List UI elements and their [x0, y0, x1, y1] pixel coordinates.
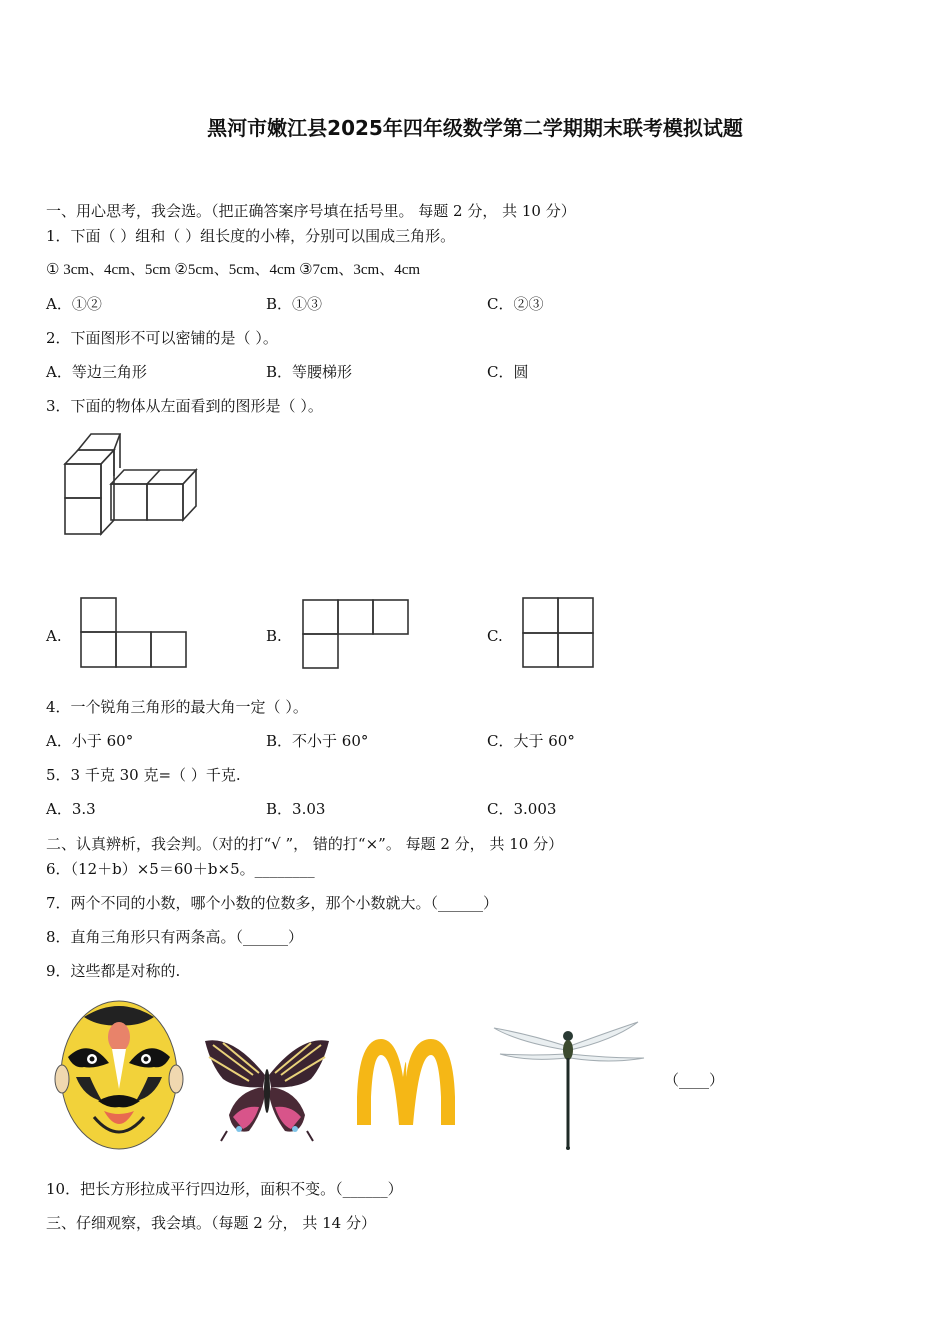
question-7: 7．两个不同的小数，哪个小数的位数多，那个小数就大。（______） [46, 894, 499, 912]
question-3-option-b: B. [266, 627, 282, 645]
section-3-heading: 三、仔细观察，我会填。（每题 2 分， 共 14 分） [46, 1214, 376, 1232]
question-5-option-a: A．3.3 [46, 800, 96, 818]
question-3-stem: 3．下面的物体从左面看到的图形是（ ）。 [46, 397, 323, 415]
question-5-stem: 5．3 千克 30 克=（ ）千克. [46, 766, 241, 784]
question-4-stem: 4．一个锐角三角形的最大角一定（ ）。 [46, 698, 308, 716]
question-8: 8．直角三角形只有两条高。（______） [46, 928, 304, 946]
question-9-stem: 9．这些都是对称的. [46, 962, 181, 980]
question-2-option-b: B．等腰梯形 [266, 363, 353, 381]
question-1-option-b: B．①③ [266, 295, 323, 313]
question-5-option-c: C．3.003 [487, 800, 557, 818]
butterfly-image [203, 1035, 331, 1143]
golden-arches-logo [355, 1037, 457, 1129]
question-3-option-c: C. [487, 627, 503, 645]
question-2-option-c: C．圆 [487, 363, 529, 381]
question-4-option-c: C．大于 60° [487, 732, 575, 750]
question-3-option-a: A. [46, 627, 62, 645]
question-4-option-b: B．不小于 60° [266, 732, 369, 750]
question-1-groups: ① 3cm、4cm、5cm ②5cm、5cm、4cm ③7cm、3cm、4cm [46, 262, 421, 278]
page-title: 黑河市嫩江县2025年四年级数学第二学期期末联考模拟试题 [207, 116, 743, 140]
section-1-heading: 一、用心思考，我会选。（把正确答案序号填在括号里。 每题 2 分， 共 10 分） [46, 202, 576, 220]
question-6: 6．（12＋b）×5＝60＋b×5。________ [46, 860, 315, 878]
cube-stack-figure [58, 428, 198, 543]
question-1-stem: 1．下面（ ）组和（ ）组长度的小棒，分别可以围成三角形。 [46, 227, 456, 245]
dragonfly-image [488, 1014, 648, 1154]
question-5-option-b: B．3.03 [266, 800, 326, 818]
section-2-heading: 二、认真辨析，我会判。（对的打“√ ”， 错的打“×”。 每题 2 分， 共 10 分） [46, 835, 564, 853]
question-2-option-a: A．等边三角形 [46, 363, 147, 381]
question-1-option-a: A．①② [46, 295, 102, 313]
question-4-option-a: A．小于 60° [46, 732, 134, 750]
question-9-answer-blank[interactable]: （____） [664, 1071, 725, 1089]
option-b-shape [300, 597, 412, 671]
question-10: 10．把长方形拉成平行四边形，面积不变。（______） [46, 1180, 403, 1198]
option-c-shape [520, 596, 596, 670]
question-2-stem: 2．下面图形不可以密铺的是（ ）。 [46, 329, 278, 347]
option-a-shape [78, 596, 190, 670]
question-1-option-c: C．②③ [487, 295, 544, 313]
opera-mask-image [54, 997, 184, 1152]
